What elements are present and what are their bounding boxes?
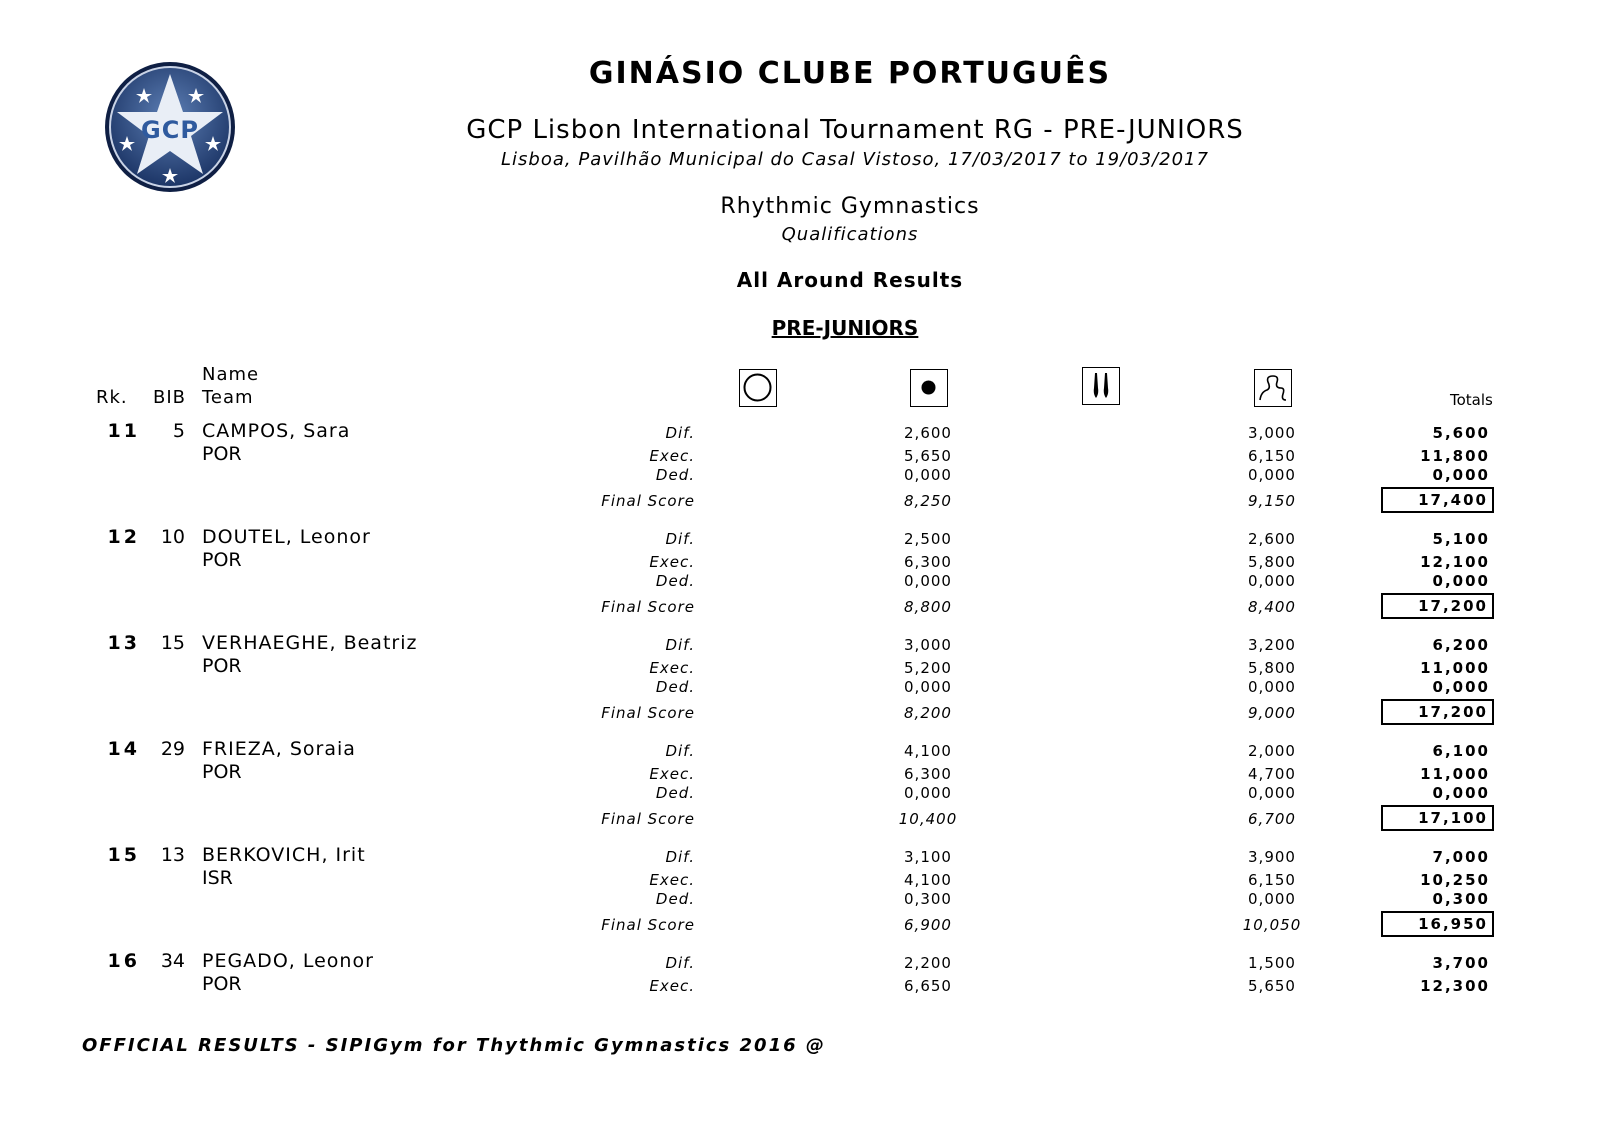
team: POR <box>202 761 242 783</box>
ball-dif: 4,100 <box>904 742 952 760</box>
total-ded: 0,000 <box>1432 784 1490 802</box>
ribbon-dif: 3,000 <box>1248 424 1296 442</box>
total-final: 17,200 <box>1418 597 1488 615</box>
label-ded: Ded. <box>655 678 695 696</box>
label-dif: Dif. <box>665 848 695 866</box>
total-final-box <box>1381 699 1494 725</box>
ball-dif: 3,000 <box>904 636 952 654</box>
ball-final: 8,250 <box>904 492 952 510</box>
total-exec: 12,300 <box>1420 977 1490 995</box>
ball-dif: 2,200 <box>904 954 952 972</box>
total-dif: 5,100 <box>1432 530 1490 548</box>
ball-ded: 0,000 <box>904 784 952 802</box>
label-dif: Dif. <box>665 530 695 548</box>
label-dif: Dif. <box>665 954 695 972</box>
ball-exec: 6,300 <box>904 765 952 783</box>
ball-ded: 0,000 <box>904 572 952 590</box>
ball-dif: 2,600 <box>904 424 952 442</box>
ball-final: 10,400 <box>898 810 958 828</box>
label-final-score: Final Score <box>601 916 695 934</box>
team: ISR <box>202 867 233 889</box>
total-exec: 11,800 <box>1420 447 1490 465</box>
ribbon-exec: 6,150 <box>1248 447 1296 465</box>
label-exec: Exec. <box>649 447 695 465</box>
team: POR <box>202 973 242 995</box>
total-exec: 10,250 <box>1420 871 1490 889</box>
ball-final: 8,800 <box>904 598 952 616</box>
label-dif: Dif. <box>665 424 695 442</box>
total-ded: 0,000 <box>1432 572 1490 590</box>
total-ded: 0,000 <box>1432 678 1490 696</box>
rank: 15 <box>107 844 140 866</box>
ribbon-exec: 6,150 <box>1248 871 1296 889</box>
ball-final: 8,200 <box>904 704 952 722</box>
ball-exec: 6,650 <box>904 977 952 995</box>
label-ded: Ded. <box>655 890 695 908</box>
ball-exec: 6,300 <box>904 553 952 571</box>
ribbon-final: 10,050 <box>1242 916 1302 934</box>
col-totals: Totals <box>1450 391 1493 409</box>
label-dif: Dif. <box>665 742 695 760</box>
ball-exec: 5,650 <box>904 447 952 465</box>
team: POR <box>202 655 242 677</box>
total-final: 16,950 <box>1418 915 1488 933</box>
bib: 34 <box>160 950 185 972</box>
label-final-score: Final Score <box>601 598 695 616</box>
ball-ded: 0,000 <box>904 678 952 696</box>
label-exec: Exec. <box>649 765 695 783</box>
bib: 13 <box>160 844 185 866</box>
ribbon-dif: 2,000 <box>1248 742 1296 760</box>
total-final: 17,400 <box>1418 491 1488 509</box>
ribbon-exec: 5,650 <box>1248 977 1296 995</box>
team: POR <box>202 549 242 571</box>
rank: 16 <box>107 950 140 972</box>
athlete-name: PEGADO, Leonor <box>202 950 374 972</box>
ribbon-ded: 0,000 <box>1248 890 1296 908</box>
ribbon-dif: 1,500 <box>1248 954 1296 972</box>
label-ded: Ded. <box>655 466 695 484</box>
ribbon-final: 6,700 <box>1248 810 1296 828</box>
total-final: 17,200 <box>1418 703 1488 721</box>
ribbon-ded: 0,000 <box>1248 466 1296 484</box>
page-title: GINÁSIO CLUBE PORTUGUÊS <box>588 56 1112 91</box>
ball-ded: 0,300 <box>904 890 952 908</box>
label-final-score: Final Score <box>601 810 695 828</box>
label-exec: Exec. <box>649 659 695 677</box>
ribbon-exec: 5,800 <box>1248 553 1296 571</box>
ball-dif: 2,500 <box>904 530 952 548</box>
total-exec: 12,100 <box>1420 553 1490 571</box>
athlete-name: DOUTEL, Leonor <box>202 526 371 548</box>
athlete-name: VERHAEGHE, Beatriz <box>202 632 418 654</box>
label-exec: Exec. <box>649 977 695 995</box>
athlete-name: CAMPOS, Sara <box>202 420 351 442</box>
total-dif: 5,600 <box>1432 424 1490 442</box>
ball-ded: 0,000 <box>904 466 952 484</box>
phase: Qualifications <box>781 224 919 245</box>
ball-exec: 5,200 <box>904 659 952 677</box>
rank: 12 <box>107 526 140 548</box>
ribbon-ded: 0,000 <box>1248 678 1296 696</box>
label-final-score: Final Score <box>601 492 695 510</box>
rank: 14 <box>107 738 140 760</box>
total-dif: 6,200 <box>1432 636 1490 654</box>
results-title: All Around Results <box>736 268 964 292</box>
ribbon-ded: 0,000 <box>1248 572 1296 590</box>
category-title: PRE-JUNIORS <box>771 316 919 340</box>
ribbon-exec: 5,800 <box>1248 659 1296 677</box>
label-final-score: Final Score <box>601 704 695 722</box>
col-rank: Rk. <box>96 387 128 408</box>
ribbon-exec: 4,700 <box>1248 765 1296 783</box>
col-name: Name <box>202 364 260 385</box>
ball-dif: 3,100 <box>904 848 952 866</box>
bib: 10 <box>160 526 185 548</box>
ball-icon <box>910 369 948 407</box>
label-ded: Ded. <box>655 784 695 802</box>
total-dif: 3,700 <box>1432 954 1490 972</box>
total-dif: 6,100 <box>1432 742 1490 760</box>
total-exec: 11,000 <box>1420 659 1490 677</box>
col-bib: BIB <box>153 387 187 408</box>
tournament-name: GCP Lisbon International Tournament RG - PRE-JUNIORS <box>466 115 1244 145</box>
label-ded: Ded. <box>655 572 695 590</box>
svg-text:GCP: GCP <box>141 116 199 144</box>
venue-dates: Lisboa, Pavilhão Municipal do Casal Vistoso, 17/03/2017 to 19/03/2017 <box>501 149 1209 170</box>
bib: 5 <box>172 420 185 442</box>
total-final-box <box>1381 911 1494 937</box>
total-ded: 0,000 <box>1432 466 1490 484</box>
ribbon-dif: 3,900 <box>1248 848 1296 866</box>
total-ded: 0,300 <box>1432 890 1490 908</box>
footer-official-results: OFFICIAL RESULTS - SIPIGym for Thythmic Gymnastics 2016 @ <box>82 1035 826 1056</box>
bib: 29 <box>160 738 185 760</box>
team: POR <box>202 443 242 465</box>
label-exec: Exec. <box>649 871 695 889</box>
rank: 13 <box>107 632 140 654</box>
ribbon-final: 9,000 <box>1248 704 1296 722</box>
bib: 15 <box>160 632 185 654</box>
ribbon-final: 8,400 <box>1248 598 1296 616</box>
clubs-icon <box>1082 367 1120 405</box>
athlete-name: BERKOVICH, Irit <box>202 844 366 866</box>
athlete-name: FRIEZA, Soraia <box>202 738 356 760</box>
hoop-icon <box>739 369 777 407</box>
label-exec: Exec. <box>649 553 695 571</box>
ribbon-dif: 2,600 <box>1248 530 1296 548</box>
discipline: Rhythmic Gymnastics <box>720 194 980 219</box>
label-dif: Dif. <box>665 636 695 654</box>
total-final: 17,100 <box>1418 809 1488 827</box>
total-final-box <box>1381 593 1494 619</box>
ribbon-icon <box>1254 369 1292 407</box>
ball-exec: 4,100 <box>904 871 952 889</box>
col-team: Team <box>202 387 254 408</box>
ribbon-ded: 0,000 <box>1248 784 1296 802</box>
total-dif: 7,000 <box>1432 848 1490 866</box>
rank: 11 <box>107 420 140 442</box>
ball-final: 6,900 <box>904 916 952 934</box>
total-final-box <box>1381 487 1494 513</box>
total-final-box <box>1381 805 1494 831</box>
ribbon-final: 9,150 <box>1248 492 1296 510</box>
ribbon-dif: 3,200 <box>1248 636 1296 654</box>
total-exec: 11,000 <box>1420 765 1490 783</box>
